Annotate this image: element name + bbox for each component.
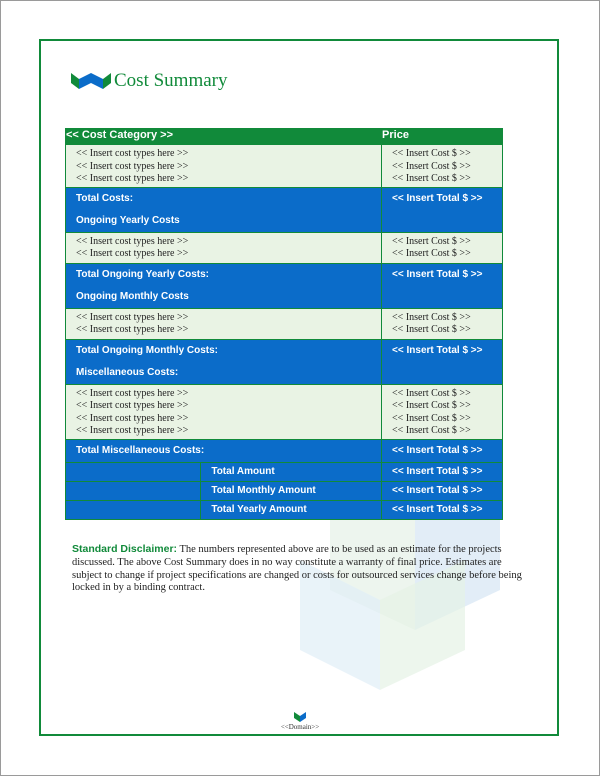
disclaimer-text: The numbers represented above are to be used as an estimate for the projects discussed. The above Cost Summary does in no way constitute a warranty of final price. Estimates are subject to change if project specifications are changed or costs for outsourced services change before being locked in by a binding contract. xyxy=(72,544,522,594)
cost-price-item: << Insert Cost $ >> xyxy=(392,311,471,323)
cost-type-item: << Insert cost types here >> xyxy=(76,160,189,172)
total-misc-row xyxy=(66,439,503,462)
cost-type-item: << Insert cost types here >> xyxy=(76,235,189,247)
total-costs-value: << Insert Total $ >> xyxy=(392,192,483,204)
page-footer xyxy=(250,712,350,731)
summary-row xyxy=(66,462,503,481)
cost-price-item: << Insert Cost $ >> xyxy=(392,387,471,399)
cost-price-item: << Insert Cost $ >> xyxy=(392,173,471,184)
cost-type-item: << Insert cost types here >> xyxy=(76,248,189,259)
monthly-costs-rows xyxy=(66,308,503,339)
cost-price-item: << Insert Cost $ >> xyxy=(392,148,471,159)
total-costs-label: Total Costs: xyxy=(76,192,134,204)
total-yearly-row xyxy=(66,263,503,308)
cost-summary-table xyxy=(65,128,503,520)
total-costs-row xyxy=(66,187,503,232)
footer-domain: <<Domain>> xyxy=(280,723,320,731)
total-monthly-label: Total Ongoing Monthly Costs: xyxy=(76,344,219,356)
summary-label: Total Yearly Amount xyxy=(201,500,382,519)
total-monthly-row xyxy=(66,339,503,384)
cost-type-item: << Insert cost types here >> xyxy=(76,425,189,436)
cost-price-item: << Insert Cost $ >> xyxy=(392,324,471,335)
chevron-logo-icon xyxy=(294,712,306,722)
yearly-costs-rows xyxy=(66,232,503,263)
total-yearly-value: << Insert Total $ >> xyxy=(392,268,483,280)
page-title: Cost Summary xyxy=(114,70,228,91)
misc-costs-heading: Miscellaneous Costs: xyxy=(76,366,179,378)
cost-price-item: << Insert Cost $ >> xyxy=(392,160,471,172)
chevron-logo-icon xyxy=(71,71,111,91)
summary-label: Total Monthly Amount xyxy=(201,481,382,500)
ongoing-yearly-heading: Ongoing Yearly Costs xyxy=(76,214,180,226)
summary-row xyxy=(66,481,503,500)
misc-costs-rows xyxy=(66,384,503,439)
cost-type-item: << Insert cost types here >> xyxy=(76,324,189,335)
cost-type-item: << Insert cost types here >> xyxy=(76,148,189,159)
initial-costs-rows xyxy=(66,145,503,188)
summary-value: << Insert Total $ >> xyxy=(382,462,503,481)
ongoing-monthly-heading: Ongoing Monthly Costs xyxy=(76,290,189,302)
cost-price-item: << Insert Cost $ >> xyxy=(392,412,471,424)
cost-type-item: << Insert cost types here >> xyxy=(76,400,189,411)
total-misc-label: Total Miscellaneous Costs: xyxy=(76,445,205,456)
cost-type-item: << Insert cost types here >> xyxy=(76,173,189,184)
total-monthly-value: << Insert Total $ >> xyxy=(392,344,483,356)
price-column-header: Price xyxy=(382,129,503,145)
total-yearly-label: Total Ongoing Yearly Costs: xyxy=(76,268,209,280)
summary-label: Total Amount xyxy=(201,462,382,481)
page-header xyxy=(71,66,227,96)
cost-price-item: << Insert Cost $ >> xyxy=(392,425,471,436)
standard-disclaimer xyxy=(72,543,522,595)
cost-type-item: << Insert cost types here >> xyxy=(76,387,189,399)
category-column-header: << Cost Category >> xyxy=(66,129,382,145)
disclaimer-label: Standard Disclaimer: xyxy=(72,543,178,555)
summary-row xyxy=(66,500,503,519)
total-misc-value: << Insert Total $ >> xyxy=(392,445,483,456)
cost-price-item: << Insert Cost $ >> xyxy=(392,235,471,247)
summary-value: << Insert Total $ >> xyxy=(382,481,503,500)
cost-price-item: << Insert Cost $ >> xyxy=(392,248,471,259)
summary-value: << Insert Total $ >> xyxy=(382,500,503,519)
cost-type-item: << Insert cost types here >> xyxy=(76,412,189,424)
cost-type-item: << Insert cost types here >> xyxy=(76,311,189,323)
cost-price-item: << Insert Cost $ >> xyxy=(392,400,471,411)
